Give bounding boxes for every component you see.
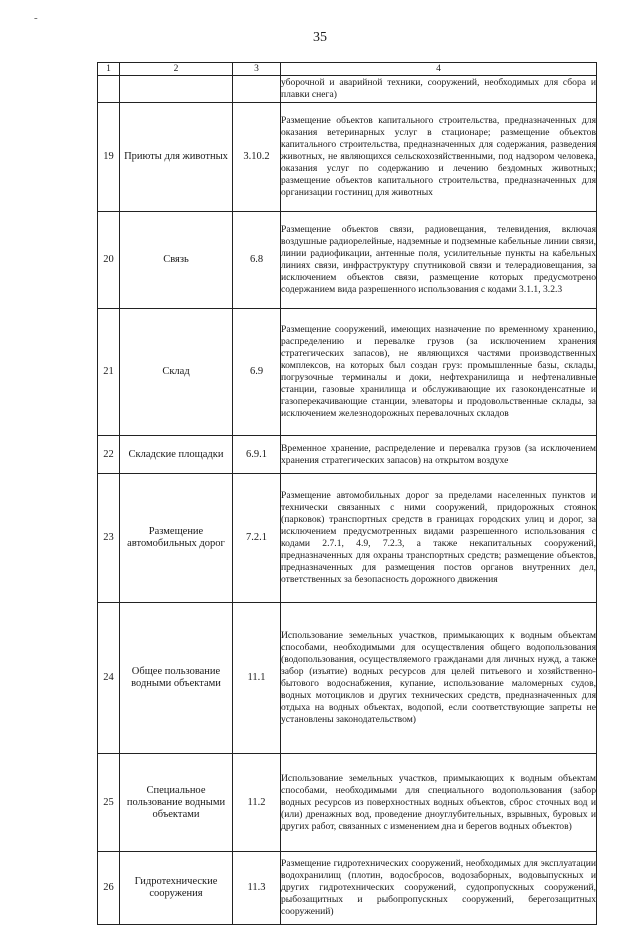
row-number: 24 (98, 603, 120, 754)
table-row (98, 436, 597, 474)
use-type-description: Размещение сооружений, имеющих назначение по временному хранению, распределению и перевалке грузов (за исключением хранения стратегических запасов), не являющихся частями производственных комплексов, на которых был создан груз: промышленные базы, склады, погрузочные терминалы и доки, нефтехранилища и нефтеналивные станции, газовые хранилища и обслуживающие их газоконденсатные и газоперекачивающие станции, элеваторы и продовольственные склады, за исключением железнодорожных перевалочных складов (281, 309, 597, 436)
use-type-name: Общее пользование водными объектами (120, 603, 233, 754)
row-number: 20 (98, 212, 120, 309)
use-type-code: 6.9 (233, 309, 281, 436)
use-type-name: Размещение автомобильных дорог (120, 474, 233, 603)
table-row (98, 103, 597, 212)
table-row (98, 474, 597, 603)
use-type-name: Складские площадки (120, 436, 233, 474)
use-type-name: Склад (120, 309, 233, 436)
table-row (98, 852, 597, 925)
use-type-code: 6.8 (233, 212, 281, 309)
row-number: 21 (98, 309, 120, 436)
use-type-code: 11.1 (233, 603, 281, 754)
page-number: 35 (313, 30, 327, 45)
table-row (98, 603, 597, 754)
table-row (98, 309, 597, 436)
use-type-name: Связь (120, 212, 233, 309)
table-header-row (98, 63, 597, 76)
use-type-code: 7.2.1 (233, 474, 281, 603)
land-use-table (97, 62, 597, 925)
row-number: 23 (98, 474, 120, 603)
row-number: 25 (98, 754, 120, 852)
column-header-2: 2 (120, 63, 233, 76)
use-type-description: Размещение объектов связи, радиовещания, телевидения, включая воздушные радиорелейные, надземные и подземные кабельные линии связи, линии радиофикации, антенные поля, усилительные пункты на кабельных линиях связи, инфраструктуру спутниковой связи и телерадиовещания, за исключением объектов связи, размещение которых предусмотрено содержанием вида разрешенного использования с кодами 3.1.1, 3.2.3 (281, 212, 597, 309)
table-row (98, 754, 597, 852)
use-type-name: Приюты для животных (120, 103, 233, 212)
column-header-1: 1 (98, 63, 120, 76)
use-type-description: Размещение объектов капитального строительства, предназначенных для оказания ветеринарных услуг в стационаре; размещение объектов капитального строительства, предназначенных для содержания, разведения животных, не являющихся сельскохозяйственными, под надзором человека, оказания услуг по содержанию и лечению бездомных животных; размещение объектов капитального строительства, предназначенных для организации гостиниц для животных (281, 103, 597, 212)
row-number: 22 (98, 436, 120, 474)
use-type-name: Специальное пользование водными объектами (120, 754, 233, 852)
corner-mark: - (34, 12, 38, 24)
use-type-code: 11.2 (233, 754, 281, 852)
use-type-name: Гидротехнические сооружения (120, 852, 233, 925)
use-type-code: 3.10.2 (233, 103, 281, 212)
use-type-description: Размещение гидротехнических сооружений, необходимых для эксплуатации водохранилищ (плотин, водосбросов, водозаборных, водовыпускных и других гидротехнических сооружений, судопропускных сооружений, рыбозащитных и рыбопропускных сооружений, берегозащитных сооружений) (281, 852, 597, 925)
row-number: 26 (98, 852, 120, 925)
continuation-row (98, 76, 597, 103)
use-type-code: 6.9.1 (233, 436, 281, 474)
column-header-3: 3 (233, 63, 281, 76)
use-type-description: Временное хранение, распределение и перевалка грузов (за исключением хранения стратегических запасов) на открытом воздухе (281, 436, 597, 474)
use-type-code: 11.3 (233, 852, 281, 925)
use-type-description: Использование земельных участков, примыкающих к водным объектам способами, необходимыми для специального водопользования (забор водных ресурсов из поверхностных водных объектов, сброс сточных вод и (или) дренажных вод, проведение дноуглубительных, взрывных, буровых и других работ, связанных с изменением дна и берегов водных объектов) (281, 754, 597, 852)
use-type-description: Использование земельных участков, примыкающих к водным объектам способами, необходимыми для осуществления общего водопользования (водопользования, осуществляемого гражданами для личных нужд, а также забор (изъятие) водных ресурсов для целей питьевого и хозяйственно-бытового водоснабжения, купание, использование маломерных судов, водных мотоциклов и других технических средств, предназначенных для отдыха на водных объектах, водопой, если соответствующие запреты не установлены законодательством) (281, 603, 597, 754)
use-type-description: Размещение автомобильных дорог за пределами населенных пунктов и технически связанных с ними сооружений, придорожных стоянок (парковок) транспортных средств в границах городских улиц и дорог, за исключением предусмотренных видами разрешенного использования с кодами 2.7.1, 4.9, 7.2.3, а также некапитальных сооружений, предназначенных для охраны транспортных средств; размещение объектов, предназначенных для размещения постов органов внутренних дел, ответственных за безопасность дорожного движения (281, 474, 597, 603)
row-number: 19 (98, 103, 120, 212)
column-header-4: 4 (281, 63, 597, 76)
table-row (98, 212, 597, 309)
continuation-text: уборочной и аварийной техники, сооружений, необходимых для сбора и плавки снега) (281, 76, 597, 103)
